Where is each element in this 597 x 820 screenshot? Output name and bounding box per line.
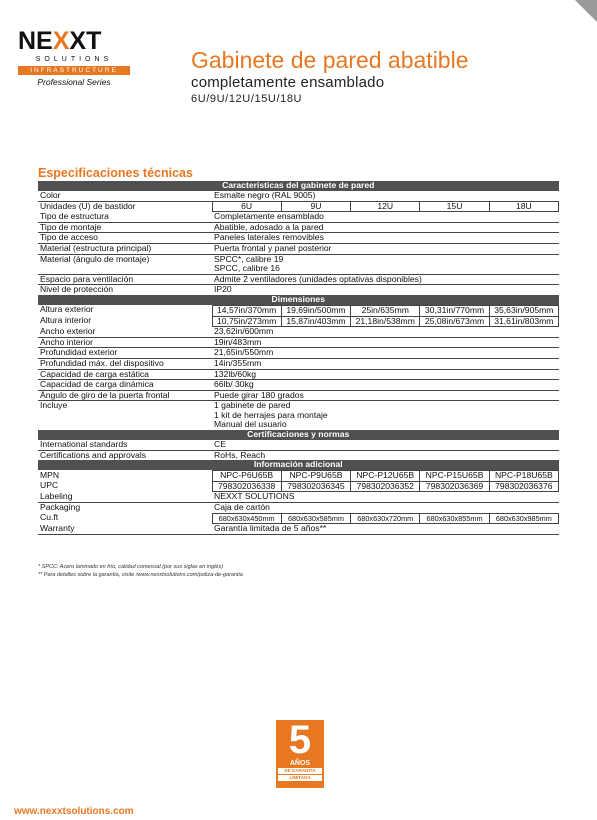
table-row: Packaging Caja de cartón: [40, 502, 270, 513]
table-row: Certifications and approvals RoHs, Reach: [40, 450, 266, 460]
section-header: Información adicional: [38, 460, 559, 471]
table-row: Manual del usuario: [214, 420, 287, 430]
warranty-years-label: AÑOS: [289, 760, 311, 767]
table-row: MPN NPC-P6U65B NPC-P9U65B NPC-P12U65B NPC-P15U65B NPC-P18U65B: [38, 471, 559, 482]
section-header: Dimensiones: [38, 295, 559, 306]
size-list: 6U/9U/12U/15U/18U: [191, 93, 303, 105]
table-row: Warranty Garantía limitada de 5 años**: [38, 524, 559, 535]
logo-infrastructure: INFRASTRUCTURE: [18, 66, 130, 75]
warranty-badge: [276, 720, 324, 788]
table-row: Material (estructura principal) Puerta frontal y panel posterior: [38, 243, 559, 254]
table-row: Tipo de estructura Completamente ensamblado: [38, 212, 559, 223]
table-row: Labeling NEXXT SOLUTIONS: [38, 492, 559, 503]
warranty-years-number: 5: [288, 718, 312, 762]
spec-table: [38, 181, 559, 535]
table-row: Unidades (U) de bastidor 6U 9U 12U 15U 18U: [38, 201, 559, 212]
table-row: Altura interior 10,75in/273mm 15,87in/403mm 21,18in/538mm 25,08in/673mm 31,61in/803mm: [38, 316, 559, 327]
table-row: Capacidad de carga estática 132lb/60kg: [38, 369, 559, 380]
table-row: Cu.ft 680x630x450mm 680x630x585mm 680x630x720mm 680x630x855mm 680x630x985mm: [38, 513, 559, 524]
table-row: Capacidad de carga dinámica 66lb/ 30kg: [38, 380, 559, 391]
table-row: Color Esmalte negro (RAL 9005): [38, 191, 559, 201]
table-row: Altura exterior 14,57in/370mm 19,69in/500mm 25in/635mm 30,31in/770mm 35,63in/905mm: [38, 305, 559, 316]
table-row: Ancho exterior 23,62in/600mm: [38, 327, 559, 338]
logo-wordmark: NEXXT: [18, 27, 102, 55]
spec-heading: Especificaciones técnicas: [38, 166, 193, 180]
warranty-line3: LIMITADA: [278, 775, 322, 781]
table-row: Ángulo de giro de la puerta frontal Puede girar 180 grados: [38, 390, 559, 401]
table-row: SPCC, calibre 16: [38, 264, 559, 274]
page-title: Gabinete de pared abatible: [191, 47, 469, 73]
title-block: [191, 48, 469, 105]
corner-decoration: [575, 0, 597, 22]
warranty-line2: DE GARANTÍA: [278, 768, 322, 774]
table-row: Profundidad exterior 21,65in/550mm: [38, 348, 559, 359]
page-subtitle: completamente ensamblado: [191, 74, 385, 91]
section-header: Características del gabinete de pared: [38, 181, 559, 191]
footnote-warranty: ** Para detalles sobre la garantía, visite /www.nexxtsolutions.com/poliza-de-garantia: [38, 572, 243, 578]
table-row: Tipo de acceso Paneles laterales removibles: [38, 233, 559, 244]
nexxt-logo: [18, 28, 130, 87]
website-link[interactable]: www.nexxtsolutions.com: [14, 806, 134, 817]
table-row: Profundidad máx. del dispositivo 14in/355mm: [38, 358, 559, 369]
table-row: 1 kit de herrajes para montaje: [214, 410, 328, 420]
table-row: International standards CE: [38, 440, 559, 450]
table-row: UPC 798302036338 798302036345 798302036352 798302036369 798302036376: [38, 481, 559, 492]
table-row: Ancho interior 19in/483mm: [38, 337, 559, 348]
table-row: Material (ángulo de montaje) SPCC*, calibre 19: [40, 254, 284, 264]
footnotes: [38, 563, 243, 579]
section-header: Certificaciones y normas: [38, 430, 559, 440]
table-row: Espacio para ventilación Admite 2 ventiladores (unidades optativas disponibles): [38, 274, 559, 285]
footnote-spcc: * SPCC: Acero laminado en frío, calidad comercial (por sus siglas en inglés): [38, 564, 224, 570]
table-row: Incluye 1 gabinete de pared: [40, 400, 291, 411]
table-row: Tipo de montaje Abatible, adosado a la pared: [38, 222, 559, 233]
logo-series: Professional Series: [37, 77, 111, 87]
logo-solutions: SOLUTIONS: [35, 56, 113, 63]
table-row: Nivel de protección IP20: [40, 284, 232, 295]
